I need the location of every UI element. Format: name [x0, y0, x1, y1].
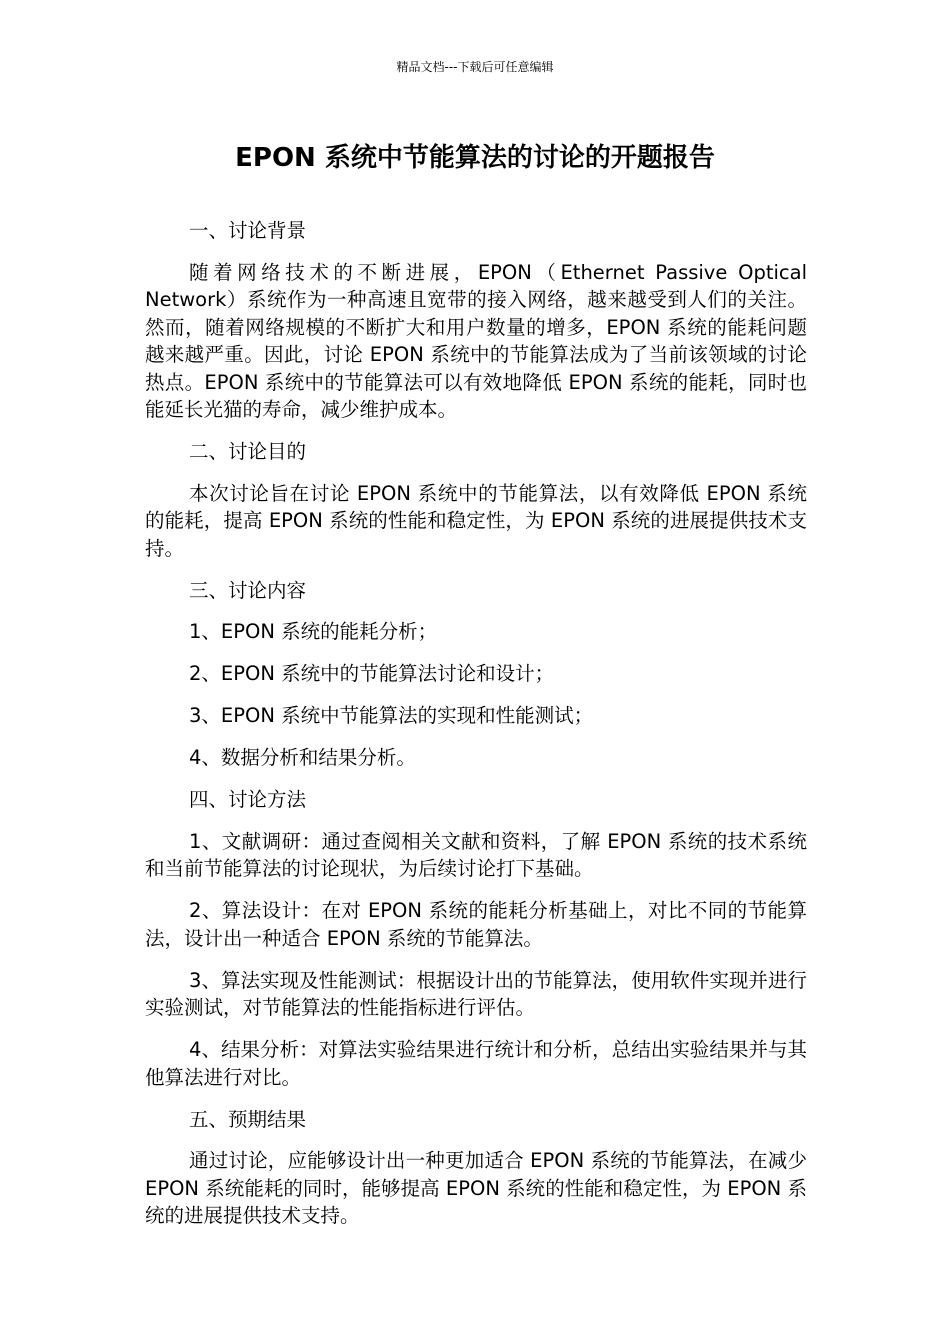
section-heading-background: 一、讨论背景 — [189, 219, 307, 242]
section-heading-content: 三、讨论内容 — [189, 578, 307, 602]
content-list-item: 2、EPON 系统中的节能算法讨论和设计； — [189, 662, 555, 685]
expected-results-paragraph: 通过讨论，应能够设计出一种更加适合 EPON 系统的节能算法，在减少 EPON 系统能耗的同时，能够提高 EPON 系统的性能和稳定性，为 EPON 系统的进展提供技术支持。 — [145, 1149, 807, 1227]
document-body — [145, 217, 807, 1244]
method-list-item: 2、算法设计：在对 EPON 系统的能耗分析基础上，对比不同的节能算法，设计出一种适合 EPON 系统的节能算法。 — [145, 899, 807, 950]
content-list-item: 4、数据分析和结果分析。 — [189, 746, 416, 769]
section-heading-expected-results: 五、预期结果 — [189, 1107, 307, 1131]
header-note: 精品文档---下载后可任意编辑 — [396, 60, 554, 74]
purpose-paragraph: 本次讨论旨在讨论 EPON 系统中的节能算法，以有效降低 EPON 系统的能耗，提高 EPON 系统的性能和稳定性，为 EPON 系统的进展提供技术支持。 — [145, 481, 807, 560]
method-list-item: 3、算法实现及性能测试：根据设计出的节能算法，使用软件实现并进行实验测试，对节能算法的性能指标进行评估。 — [145, 968, 807, 1019]
method-list-item: 1、文献调研：通过查阅相关文献和资料，了解 EPON 系统的技术系统和当前节能算法的讨论现状，为后续讨论打下基础。 — [145, 829, 807, 880]
page-title: EPON 系统中节能算法的讨论的开题报告 — [235, 143, 715, 173]
background-paragraph: 随着网络技术的不断进展，EPON（Ethernet Passive Optical Network）系统作为一种高速且宽带的接入网络，越来越受到人们的关注。然而，随着网络规模的不断扩大和用户数量的增多，EPON 系统的能耗问题越来越严重。因此，讨论 EPON 系统中的节能算法成为了当前该领域的讨论热点。EPON 系统中的节能算法可以有效地降低 EPON 系统的能耗，同时也能延长光猫的寿命，减少维护成本。 — [145, 260, 807, 421]
method-list-item: 4、结果分析：对算法实验结果进行统计和分析，总结出实验结果并与其他算法进行对比。 — [145, 1038, 807, 1089]
section-heading-methods: 四、讨论方法 — [189, 788, 307, 811]
content-list-item: 3、EPON 系统中节能算法的实现和性能测试； — [189, 704, 594, 727]
section-heading-purpose: 二、讨论目的 — [189, 440, 307, 463]
content-list-item: 1、EPON 系统的能耗分析； — [189, 620, 438, 643]
